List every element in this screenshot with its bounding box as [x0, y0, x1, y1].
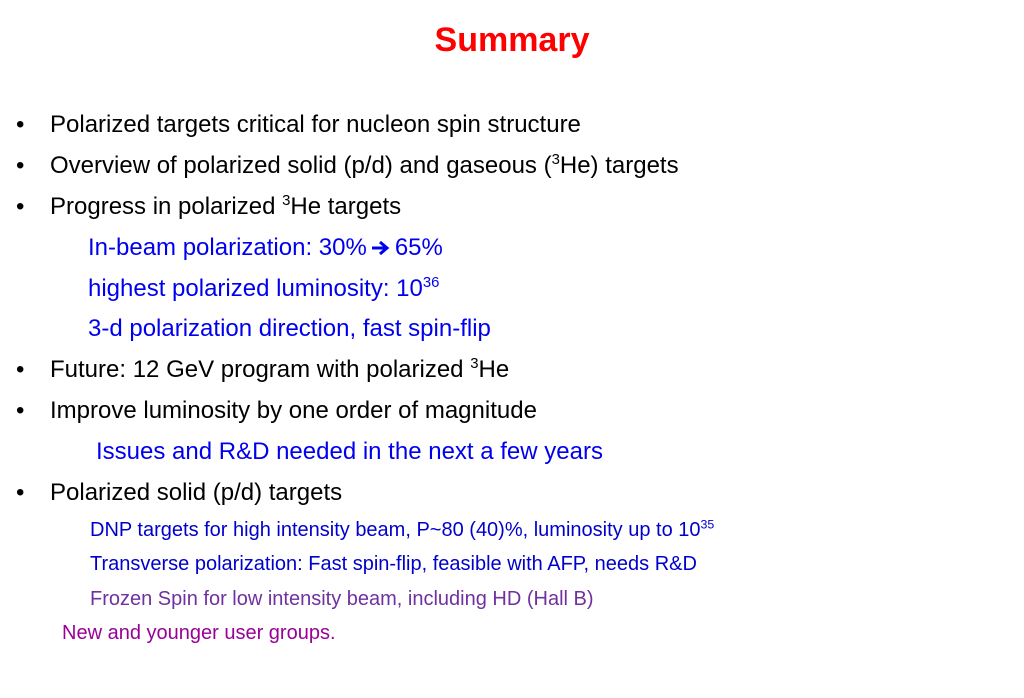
text: He [478, 356, 510, 383]
text: Progress in polarized [50, 193, 283, 220]
bullet-marker: • [16, 397, 25, 424]
sub-issues-rd: Issues and R&D needed in the next a few years [96, 438, 603, 465]
bullet-marker: • [16, 152, 25, 179]
sub-3d-polarization: 3-d polarization direction, fast spin-flip [88, 315, 491, 342]
text: He targets [290, 193, 402, 220]
text: Future: 12 GeV program with polarized [50, 356, 471, 383]
sub-transverse-polarization: Transverse polarization: Fast spin-flip, feasible with AFP, needs R&D [90, 553, 697, 575]
bullet-polarized-targets: Polarized targets critical for nucleon spin structure [50, 111, 581, 138]
bullet-marker: • [16, 193, 25, 220]
superscript: 3 [551, 152, 560, 169]
bullet-marker: • [16, 111, 25, 138]
sub-user-groups: New and younger user groups. [62, 622, 336, 644]
text: In-beam polarization: 30% [88, 234, 367, 261]
slide-title: Summary [434, 21, 590, 59]
superscript: 3 [470, 356, 479, 373]
bullet-progress [50, 193, 401, 222]
sub-frozen-spin: Frozen Spin for low intensity beam, including HD (Hall B) [90, 588, 594, 610]
text: DNP targets for high intensity beam, P~80 (40)%, luminosity up to 10 [90, 519, 701, 541]
text: highest polarized luminosity: 10 [88, 275, 423, 302]
superscript: 35 [700, 517, 715, 532]
bullet-future [50, 356, 509, 385]
text: Overview of polarized solid (p/d) and gaseous ( [50, 152, 552, 179]
superscript: 3 [282, 193, 291, 210]
bullet-marker: • [16, 356, 25, 383]
bullet-solid-targets: Polarized solid (p/d) targets [50, 479, 343, 506]
bullet-overview [50, 152, 679, 181]
sub-in-beam-polarization [88, 234, 443, 263]
bullet-marker: • [16, 479, 25, 506]
sub-luminosity [88, 275, 439, 304]
bullet-improve-luminosity: Improve luminosity by one order of magnitude [50, 397, 537, 424]
text: 65% [394, 234, 443, 261]
right-arrow-icon [371, 234, 391, 263]
superscript: 36 [422, 275, 440, 292]
sub-dnp-targets [90, 518, 714, 542]
text: He) targets [559, 152, 679, 179]
